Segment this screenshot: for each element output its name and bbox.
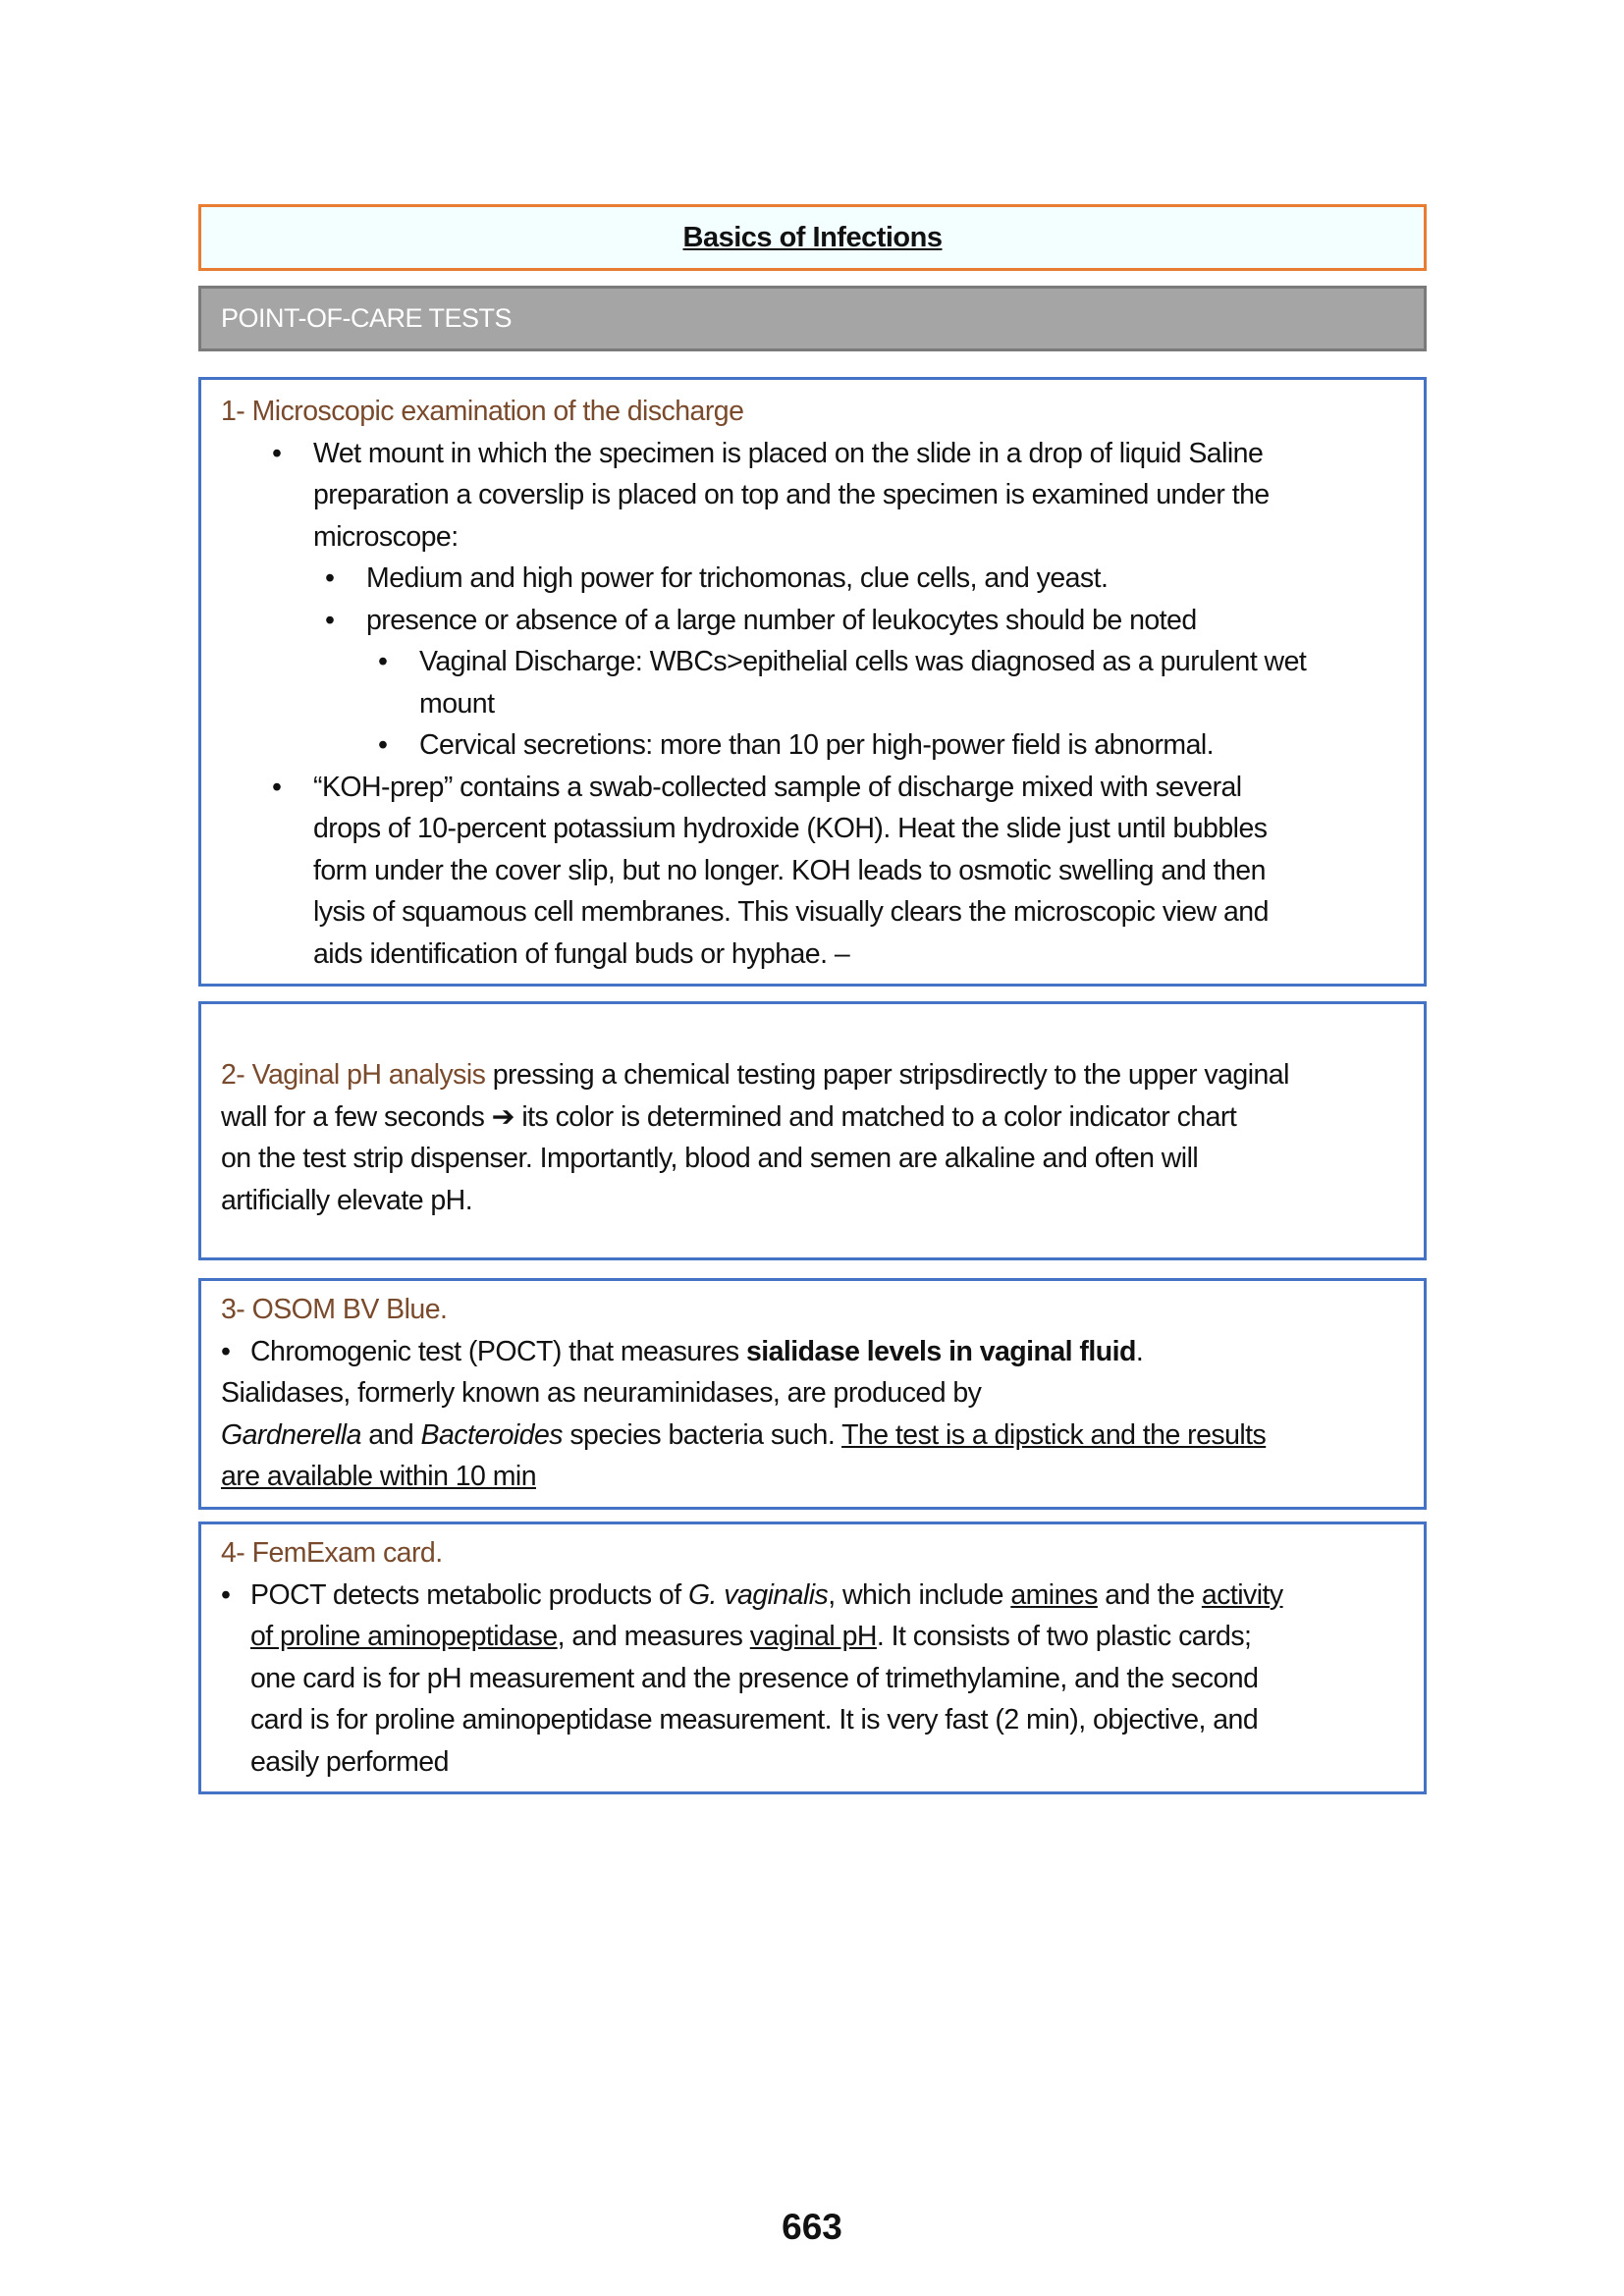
text-line: card is for proline aminopeptidase measurement. It is very fast (2 min), objective, and bbox=[250, 1704, 1259, 1735]
title-box bbox=[198, 204, 1427, 271]
text-span: pressing a chemical testing paper stripsdirectly to the upper vaginal bbox=[485, 1059, 1289, 1091]
list-item bbox=[221, 558, 1406, 600]
bullet-icon: • bbox=[378, 729, 388, 761]
text-span: . bbox=[1135, 1335, 1144, 1367]
text-span: wall for a few seconds bbox=[221, 1100, 492, 1133]
list-item bbox=[221, 433, 1406, 559]
italic-span: Bacteroides bbox=[420, 1418, 563, 1451]
underlined-span: vaginal pH bbox=[749, 1621, 877, 1652]
italic-span: Gardnerella bbox=[221, 1418, 361, 1451]
underlined-span: amines bbox=[1010, 1578, 1098, 1611]
section-header-bar bbox=[198, 286, 1427, 351]
arrow-right-icon: ➔ bbox=[491, 1100, 514, 1133]
bullet-icon: • bbox=[325, 562, 335, 594]
text-span: species bacteria such. bbox=[562, 1418, 842, 1451]
text-line: “KOH-prep” contains a swab-collected sample of discharge mixed with several bbox=[313, 771, 1242, 803]
page-title: Basics of Infections bbox=[682, 221, 943, 253]
text-line bbox=[250, 1616, 1406, 1658]
list-item bbox=[221, 767, 1406, 976]
text-line: mount bbox=[419, 687, 495, 720]
bullet-icon: • bbox=[378, 646, 388, 677]
card-heading: 4- FemExam card. bbox=[221, 1537, 443, 1569]
text-line bbox=[221, 1415, 1406, 1457]
text-line: form under the cover slip, but no longer. KOH leads to osmotic swelling and then bbox=[313, 854, 1266, 886]
underlined-span: of proline aminopeptidase bbox=[250, 1621, 558, 1652]
text-span: Chromogenic test (POCT) that measures bbox=[250, 1335, 746, 1367]
text-line: drops of 10-percent potassium hydroxide (KOH). Heat the slide just until bubbles bbox=[313, 813, 1268, 844]
card-microscopic-examination bbox=[198, 377, 1427, 987]
text-line bbox=[221, 1096, 1406, 1139]
card-heading: 2- Vaginal pH analysis bbox=[221, 1059, 486, 1091]
card-femexam bbox=[198, 1522, 1427, 1794]
text-span: and bbox=[360, 1418, 421, 1451]
text-line bbox=[221, 1456, 1406, 1498]
italic-span: G. vaginalis bbox=[687, 1578, 829, 1611]
text-span: , and measures bbox=[557, 1621, 750, 1652]
text-line: preparation a coverslip is placed on top and the specimen is examined under the bbox=[313, 479, 1270, 510]
text-span: , which include bbox=[828, 1578, 1011, 1611]
text-line: presence or absence of a large number of leukocytes should be noted bbox=[366, 604, 1197, 636]
text-line: Medium and high power for trichomonas, clue cells, and yeast. bbox=[366, 562, 1109, 594]
text-line: on the test strip dispenser. Importantly, blood and semen are alkaline and often will bbox=[221, 1143, 1199, 1174]
text-span: its color is determined and matched to a color indicator chart bbox=[514, 1100, 1237, 1133]
card-vaginal-ph bbox=[198, 1001, 1427, 1260]
text-line bbox=[250, 1331, 1406, 1373]
text-line bbox=[221, 1054, 1406, 1096]
bold-span: sialidase levels in vaginal fluid bbox=[745, 1335, 1136, 1367]
text-span: . It consists of two plastic cards; bbox=[876, 1621, 1252, 1652]
text-line: lysis of squamous cell membranes. This visually clears the microscopic view and bbox=[313, 896, 1269, 928]
text-line: Wet mount in which the specimen is placed on the slide in a drop of liquid Saline bbox=[313, 437, 1264, 469]
text-line bbox=[250, 1575, 1406, 1617]
card-osom-bv-blue bbox=[198, 1278, 1427, 1510]
bullet-icon: • bbox=[325, 604, 335, 636]
bullet-icon: • bbox=[272, 771, 282, 803]
underlined-span: are available within 10 min bbox=[221, 1461, 536, 1492]
text-line: aids identification of fungal buds or hyphae. – bbox=[313, 937, 850, 970]
text-line: artificially elevate pH. bbox=[221, 1184, 473, 1216]
card-heading: 3- OSOM BV Blue. bbox=[221, 1294, 448, 1325]
bullet-icon: • bbox=[221, 1578, 231, 1611]
card-heading: 1- Microscopic examination of the discharge bbox=[221, 396, 744, 427]
list-item bbox=[221, 1575, 1406, 1784]
underlined-span: The test is a dipstick and the results bbox=[841, 1418, 1267, 1451]
list-item bbox=[221, 641, 1406, 724]
underlined-span: activity bbox=[1201, 1578, 1283, 1611]
section-title: POINT-OF-CARE TESTS bbox=[221, 303, 513, 333]
text-line: Cervical secretions: more than 10 per high-power field is abnormal. bbox=[419, 729, 1215, 761]
list-item bbox=[221, 600, 1406, 642]
text-line: microscope: bbox=[313, 520, 459, 553]
bullet-icon: • bbox=[221, 1335, 231, 1367]
list-item bbox=[221, 724, 1406, 767]
text-span: POCT detects metabolic products of bbox=[250, 1578, 688, 1611]
text-line: one card is for pH measurement and the presence of trimethylamine, and the second bbox=[250, 1662, 1259, 1694]
text-line: easily performed bbox=[250, 1745, 449, 1778]
text-span: and the bbox=[1097, 1578, 1202, 1611]
bullet-icon: • bbox=[272, 437, 282, 469]
text-line: Vaginal Discharge: WBCs>epithelial cells was diagnosed as a purulent wet bbox=[419, 646, 1307, 677]
text-line: Sialidases, formerly known as neuraminidases, are produced by bbox=[221, 1377, 982, 1409]
list-item bbox=[221, 1331, 1406, 1373]
page-number: 663 bbox=[782, 2207, 842, 2247]
